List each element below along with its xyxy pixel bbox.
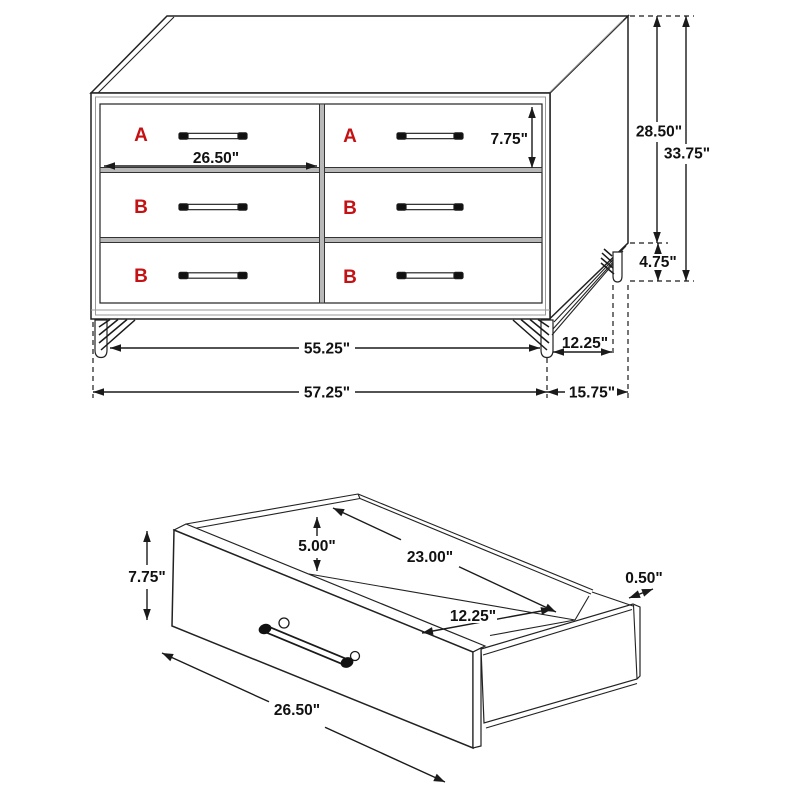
dim-overall-width-label: 57.25": [303, 384, 351, 402]
dim-leg-height-label: 4.75": [639, 254, 677, 271]
dim-interior-width-label: 23.00": [406, 549, 454, 566]
dim-front-height: [128, 531, 166, 620]
dim-overall-height: [664, 16, 710, 281]
drawer-label-top-left: A: [134, 125, 148, 146]
dim-overall-height-label: 33.75": [663, 145, 711, 163]
front-left-leg: [95, 320, 135, 358]
dim-interior-depth-label: 12.25": [449, 608, 497, 625]
drawer-front-end-strip: [473, 648, 481, 748]
dim-case-height: [636, 16, 682, 243]
dim-drawer-front-height-label: 7.75": [490, 131, 528, 148]
dim-interior-height-label: 5.00": [298, 538, 336, 555]
dresser-drawing: [91, 16, 710, 402]
handle-post-left: [279, 618, 289, 628]
drawer-label-top-right: A: [343, 126, 357, 147]
dim-side-thickness-label: 0.50": [625, 570, 663, 587]
dim-front-width-label: 26.50": [273, 702, 321, 719]
dim-width-between-legs: [110, 341, 540, 358]
dim-overall-depth: [547, 385, 628, 402]
dim-front-height-label: 7.75": [128, 569, 166, 586]
dim-case-height-label: 28.50": [635, 123, 683, 141]
dim-drawer-width-label: 26.50": [192, 150, 240, 167]
dim-leg-depth-spacing: [553, 335, 612, 356]
dim-interior-height: [298, 517, 336, 571]
drawer-right-side-panel: [481, 604, 640, 723]
drawer-label-bottom-right: B: [343, 267, 357, 288]
dresser-top-face: [91, 16, 628, 93]
dim-side-thickness: [625, 570, 663, 598]
dim-leg-depth-spacing-label: 12.25": [561, 335, 609, 352]
drawer-detail-drawing: [128, 494, 663, 782]
dim-width-between-legs-label: 55.25": [303, 340, 351, 358]
vertical-divider: [320, 104, 325, 303]
drawer-label-mid-right: B: [343, 198, 357, 219]
drawer-label-bottom-left: B: [134, 266, 148, 287]
dim-overall-width: [93, 385, 547, 402]
dim-overall-depth-label: 15.75": [568, 384, 616, 402]
dim-interior-width: [333, 508, 556, 612]
dim-leg-height: [639, 243, 677, 281]
drawer-label-mid-left: B: [134, 197, 148, 218]
